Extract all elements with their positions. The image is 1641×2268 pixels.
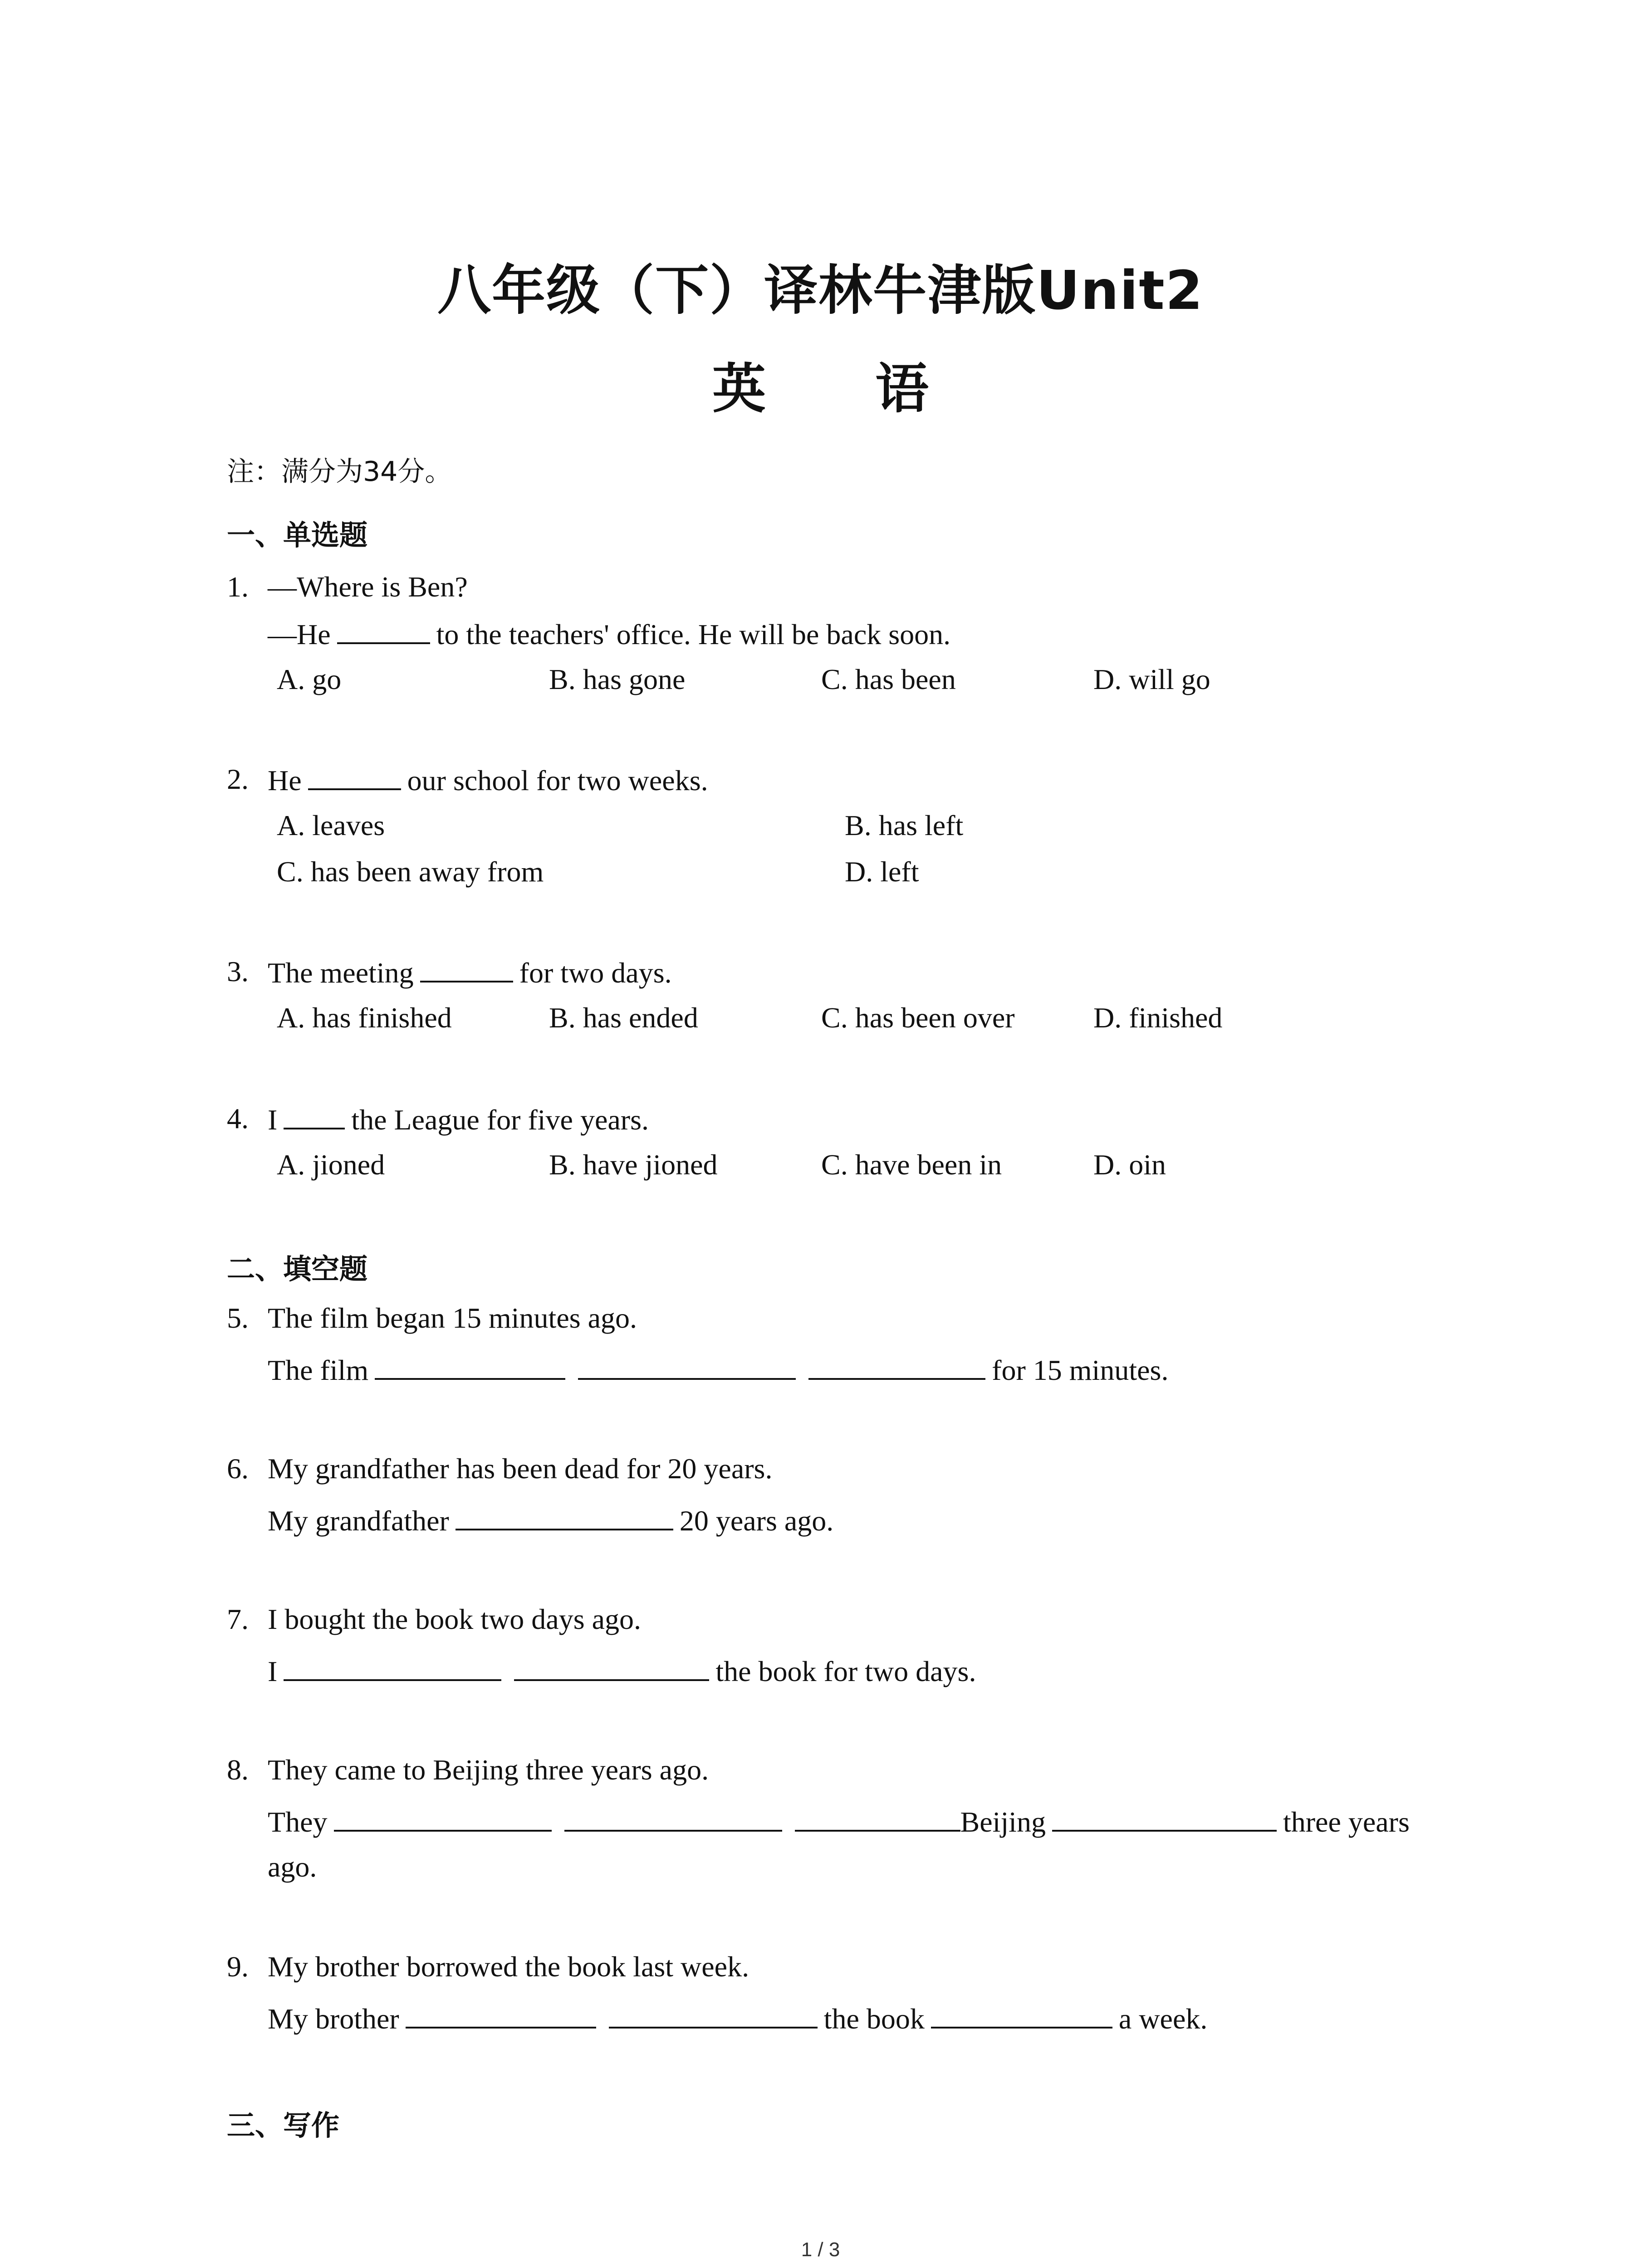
question-stem: My grandfather has been dead for 20 years.: [268, 1452, 773, 1485]
option-c[interactable]: C. has been over: [821, 1002, 1015, 1034]
document-title: 八年级（下）译林牛津版Unit2: [437, 259, 1204, 322]
answer-blank[interactable]: [1052, 1806, 1277, 1832]
section-heading-writing: 三、写作: [227, 2109, 340, 2142]
question-number: 2.: [227, 763, 249, 795]
subject-title: 英 语: [712, 357, 975, 420]
question-number: 5.: [227, 1302, 249, 1334]
question-number: 7.: [227, 1603, 249, 1635]
section-heading-fill-blank: 二、填空题: [227, 1252, 368, 1286]
question-stem: He our school for two weeks.: [268, 764, 708, 797]
answer-blank[interactable]: [808, 1354, 985, 1380]
answer-blank[interactable]: [795, 1806, 960, 1832]
question-stem: My brother borrowed the book last week.: [268, 1950, 749, 1983]
option-a[interactable]: A. go: [277, 663, 342, 695]
section-heading-single-choice: 一、单选题: [227, 518, 368, 552]
question-stem: ago.: [268, 1851, 317, 1883]
option-d[interactable]: D. oin: [1093, 1149, 1166, 1181]
option-b[interactable]: B. has left: [845, 809, 964, 841]
question-stem: I the book for two days.: [268, 1655, 976, 1687]
option-d[interactable]: D. will go: [1093, 663, 1210, 695]
option-b[interactable]: B. have jioned: [549, 1149, 718, 1181]
page-number: 1 / 3: [801, 2239, 840, 2261]
answer-blank[interactable]: [375, 1354, 565, 1380]
question-stem: —Where is Ben?: [268, 571, 468, 603]
question-number: 9.: [227, 1950, 249, 1983]
question-stem: The meeting for two days.: [268, 957, 672, 989]
question-stem: They came to Beijing three years ago.: [268, 1754, 709, 1786]
option-a[interactable]: A. leaves: [277, 809, 385, 841]
question-stem: I bought the book two days ago.: [268, 1603, 641, 1635]
option-a[interactable]: A. jioned: [277, 1149, 385, 1181]
option-c[interactable]: C. have been in: [821, 1149, 1002, 1181]
question-stem: The film for 15 minutes.: [268, 1354, 1169, 1386]
answer-blank[interactable]: [609, 2003, 818, 2028]
question-number: 8.: [227, 1754, 249, 1786]
answer-blank[interactable]: [578, 1354, 796, 1380]
score-note: 注：满分为34分。: [227, 456, 452, 488]
answer-blank[interactable]: [420, 957, 513, 982]
question-stem: My brother the book a week.: [268, 2003, 1208, 2035]
question-number: 6.: [227, 1452, 249, 1485]
answer-blank[interactable]: [308, 765, 401, 790]
question-stem: The film began 15 minutes ago.: [268, 1302, 637, 1334]
question-stem: My grandfather 20 years ago.: [268, 1505, 834, 1537]
answer-blank[interactable]: [284, 1104, 345, 1129]
option-d[interactable]: D. finished: [1093, 1002, 1223, 1034]
answer-blank[interactable]: [456, 1505, 673, 1530]
option-b[interactable]: B. has gone: [549, 663, 686, 695]
question-stem: They Beijing three years: [268, 1806, 1410, 1838]
option-c[interactable]: C. has been: [821, 663, 956, 695]
answer-blank[interactable]: [334, 1806, 552, 1832]
question-stem: I the League for five years.: [268, 1104, 649, 1136]
answer-blank[interactable]: [337, 619, 430, 644]
question-number: 1.: [227, 571, 249, 603]
option-a[interactable]: A. has finished: [277, 1002, 452, 1034]
question-stem: —He to the teachers' office. He will be back soon.: [268, 618, 951, 650]
question-number: 3.: [227, 955, 249, 987]
option-b[interactable]: B. has ended: [549, 1002, 698, 1034]
question-number: 4.: [227, 1102, 249, 1134]
answer-blank[interactable]: [406, 2003, 596, 2028]
answer-blank[interactable]: [564, 1806, 782, 1832]
option-d[interactable]: D. left: [845, 855, 919, 888]
answer-blank[interactable]: [284, 1656, 501, 1681]
answer-blank[interactable]: [931, 2003, 1112, 2028]
answer-blank[interactable]: [514, 1656, 709, 1681]
option-c[interactable]: C. has been away from: [277, 855, 544, 888]
